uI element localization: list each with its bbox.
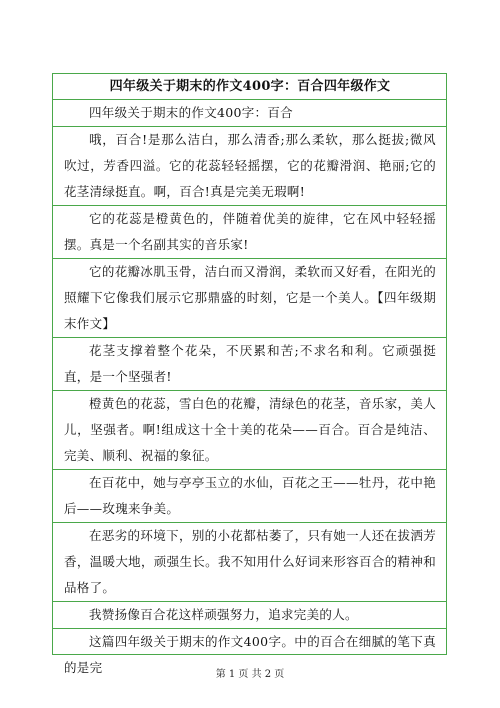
- paragraph: 哦，百合!是那么洁白，那么清香;那么柔软，那么挺拔;微风吹过，芳香四溢。它的花蕊轻轻摇摆，它的花瓣滑润、艳丽;它的花茎清绿挺直。啊，百合!真是完美无瑕啊!: [53, 127, 446, 206]
- paragraph: 花茎支撑着整个花朵，不厌累和苦;不求名和利。它顽强挺直，是一个坚强者!: [53, 338, 446, 391]
- paragraph: 它的花瓣冰肌玉骨，洁白而又滑润，柔软而又好看，在阳光的照耀下它像我们展示它那鼎盛的时刻，它是一个美人。【四年级期末作文】: [53, 259, 446, 338]
- paragraph: 在百花中，她与亭亭玉立的水仙，百花之王——牡丹，花中艳后——玫瑰来争美。: [53, 470, 446, 523]
- document-title: 四年级关于期末的作文400字：百合四年级作文: [53, 74, 446, 100]
- paragraph: 在恶劣的环境下，别的小花都枯萎了，只有她一人还在拔洒芳香，温暖大地，顽强生长。我不知用什么好词来形容百合的精神和品格了。: [53, 523, 446, 602]
- paragraph: 它的花蕊是橙黄色的，伴随着优美的旋律，它在风中轻轻摇摆。真是一个名副其实的音乐家!: [53, 206, 446, 259]
- page-number: 第 1 页 共 2 页: [215, 669, 285, 680]
- paragraph-subtitle: 四年级关于期末的作文400字：百合: [53, 100, 446, 127]
- paragraph-continued: 这篇四年级关于期末的作文400字。中的百合在细腻的笔下真的是完: [53, 629, 446, 655]
- paragraph: 橙黄色的花蕊，雪白色的花瓣，清绿色的花茎，音乐家，美人儿，坚强者。啊!组成这十全十美的花朵——百合。百合是纯洁、完美、顺利、祝福的象征。: [53, 391, 446, 470]
- paragraph: 我赞扬像百合花这样顽强努力，追求完美的人。: [53, 602, 446, 629]
